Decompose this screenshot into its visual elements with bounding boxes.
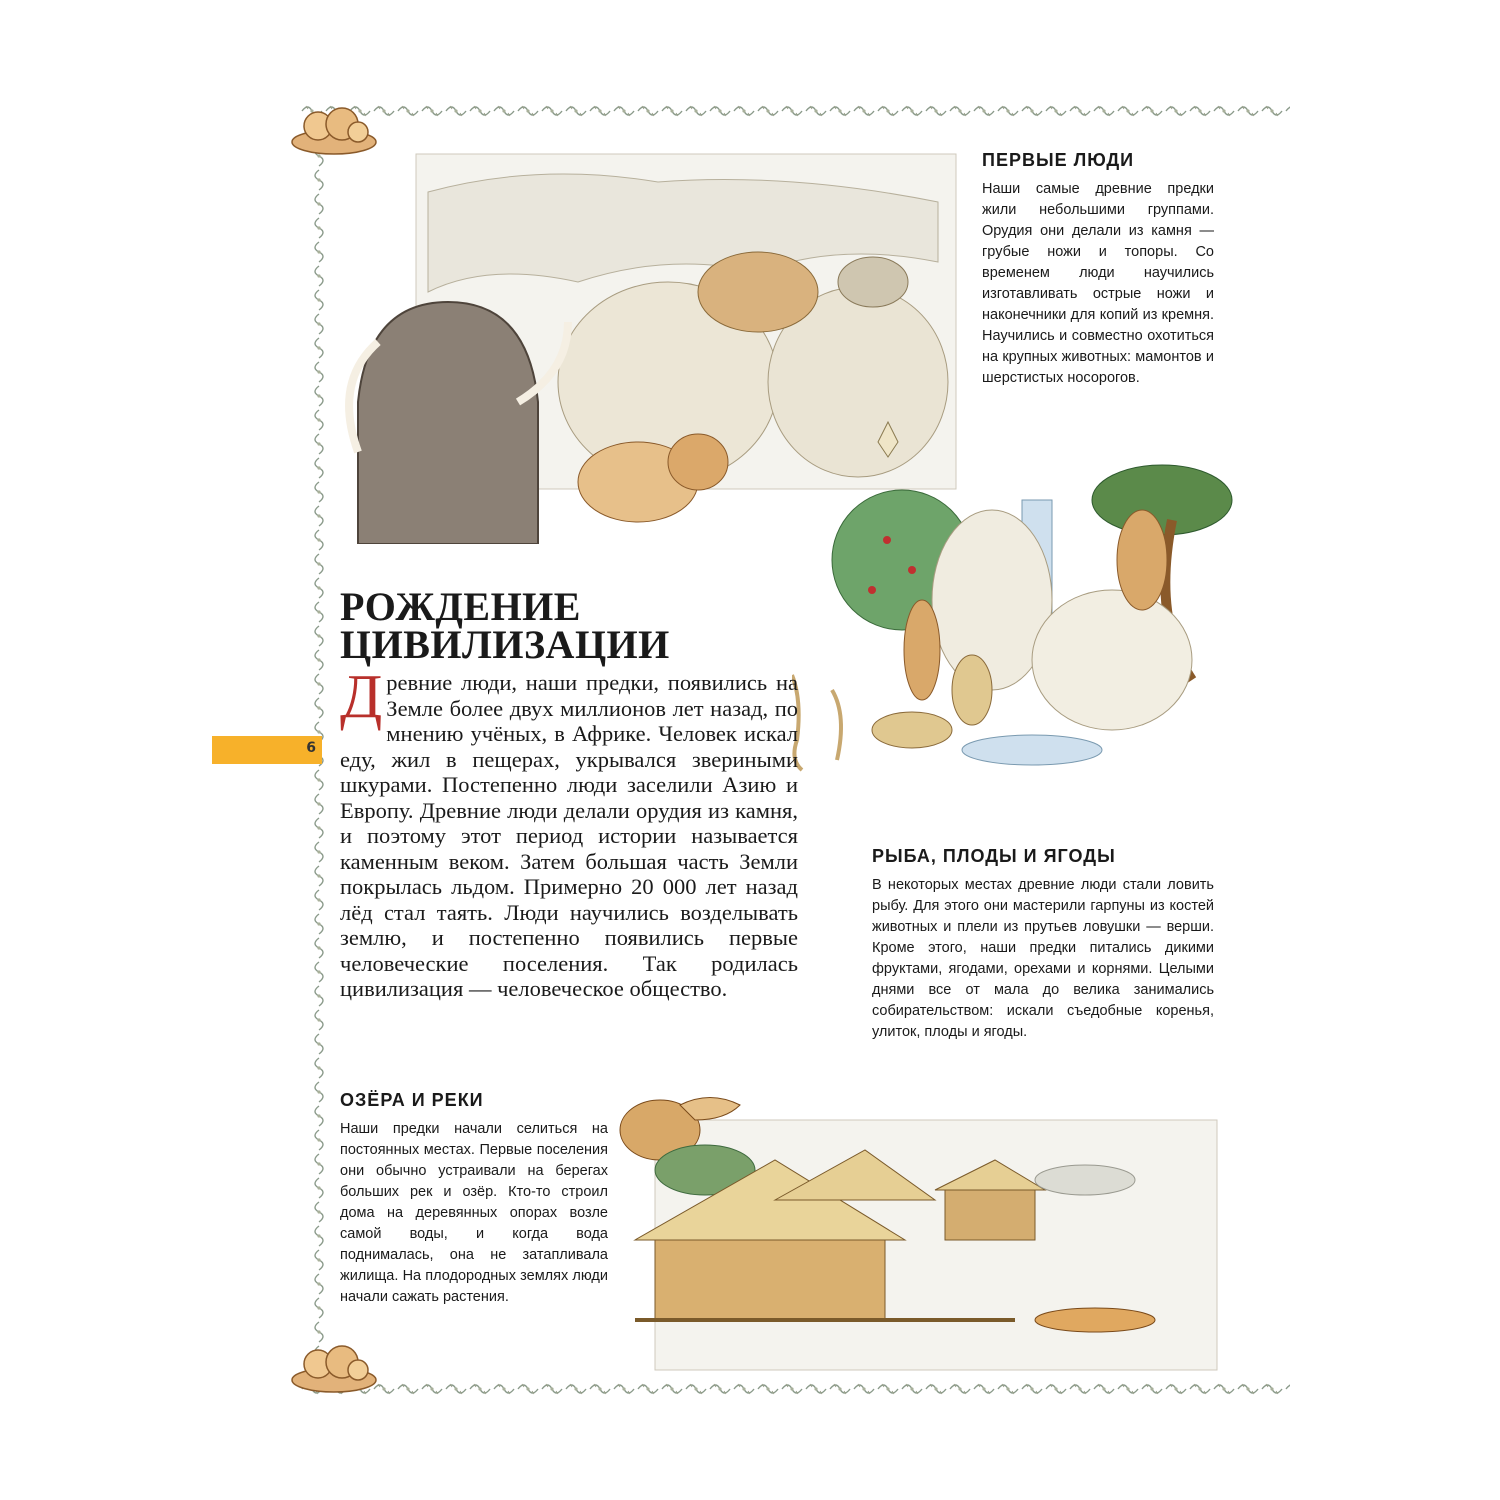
- section-fish-fruits: [872, 846, 1214, 1043]
- section-text: В некоторых местах древние люди стали ловить рыбу. Для этого они мастерили гарпуны из костей животных и плели из прутьев ловушки — верши. Кроме этого, наши предки питались дикими фруктами, ягодами, орехами и корнями. Целыми днями все от мала до велика занимались собирательством: искали съедобные коренья, улиток, плоды и ягоды.: [872, 877, 1214, 1040]
- main-article: [340, 663, 798, 1002]
- corner-ornament-icon: [288, 1334, 380, 1396]
- ornament-border-top: [300, 100, 1290, 122]
- dropcap: Д: [340, 663, 383, 731]
- section-title: ОЗЁРА И РЕКИ: [340, 1090, 484, 1110]
- main-body: [340, 663, 798, 1002]
- section-first-people: [982, 150, 1214, 389]
- illustration-stilt-houses: [575, 1090, 1220, 1372]
- corner-ornament-icon: [288, 96, 380, 158]
- main-body-text: ревние люди, наши предки, появились на Земле более двух миллионов лет назад, по мнению учёных, в Африке. Человек искал еду, жил в пещерах, укрывался звериными шкурами. Постепенно люди заселили Азию и Европу. Древние люди делали орудия из камня, и поэтому этот период истории называется каменным веком. Затем большая часть Земли покрылась льдом. Примерно 20 000 лет назад лёд стал таять. Люди научились возделывать землю, и постепенно появились первые человеческие поселения. Так родилась цивилизация — человеческое общество.: [340, 670, 798, 1001]
- section-text: Наши самые древние предки жили небольшими группами. Орудия они делали из камня — грубые ножи и топоры. Со временем люди научились изготавливать острые ножи и наконечники для копий из кремня. Научились и совместно охотиться на крупных животных: мамонтов и шерстистых носорогов.: [982, 181, 1214, 386]
- section-text: Наши предки начали селиться на постоянных местах. Первые поселения они обычно устраивали на берегах больших рек и озёр. Кто-то строил дома на деревянных опорах возле самой воды, и когда вода поднималась, она не затапливала жилища. На плодородных землях люди начали сажать растения.: [340, 1121, 608, 1305]
- section-title: ПЕРВЫЕ ЛЮДИ: [982, 150, 1135, 170]
- main-title: РОЖДЕНИЕ ЦИВИЛИЗАЦИИ: [340, 584, 670, 667]
- section-lakes-rivers: [340, 1090, 608, 1308]
- page-number: 6: [306, 740, 316, 756]
- page-number-tab: [212, 736, 322, 764]
- ornament-border-bottom: [300, 1378, 1290, 1400]
- illustration-fishing-gathering: [792, 440, 1260, 778]
- section-title: РЫБА, ПЛОДЫ И ЯГОДЫ: [872, 846, 1116, 866]
